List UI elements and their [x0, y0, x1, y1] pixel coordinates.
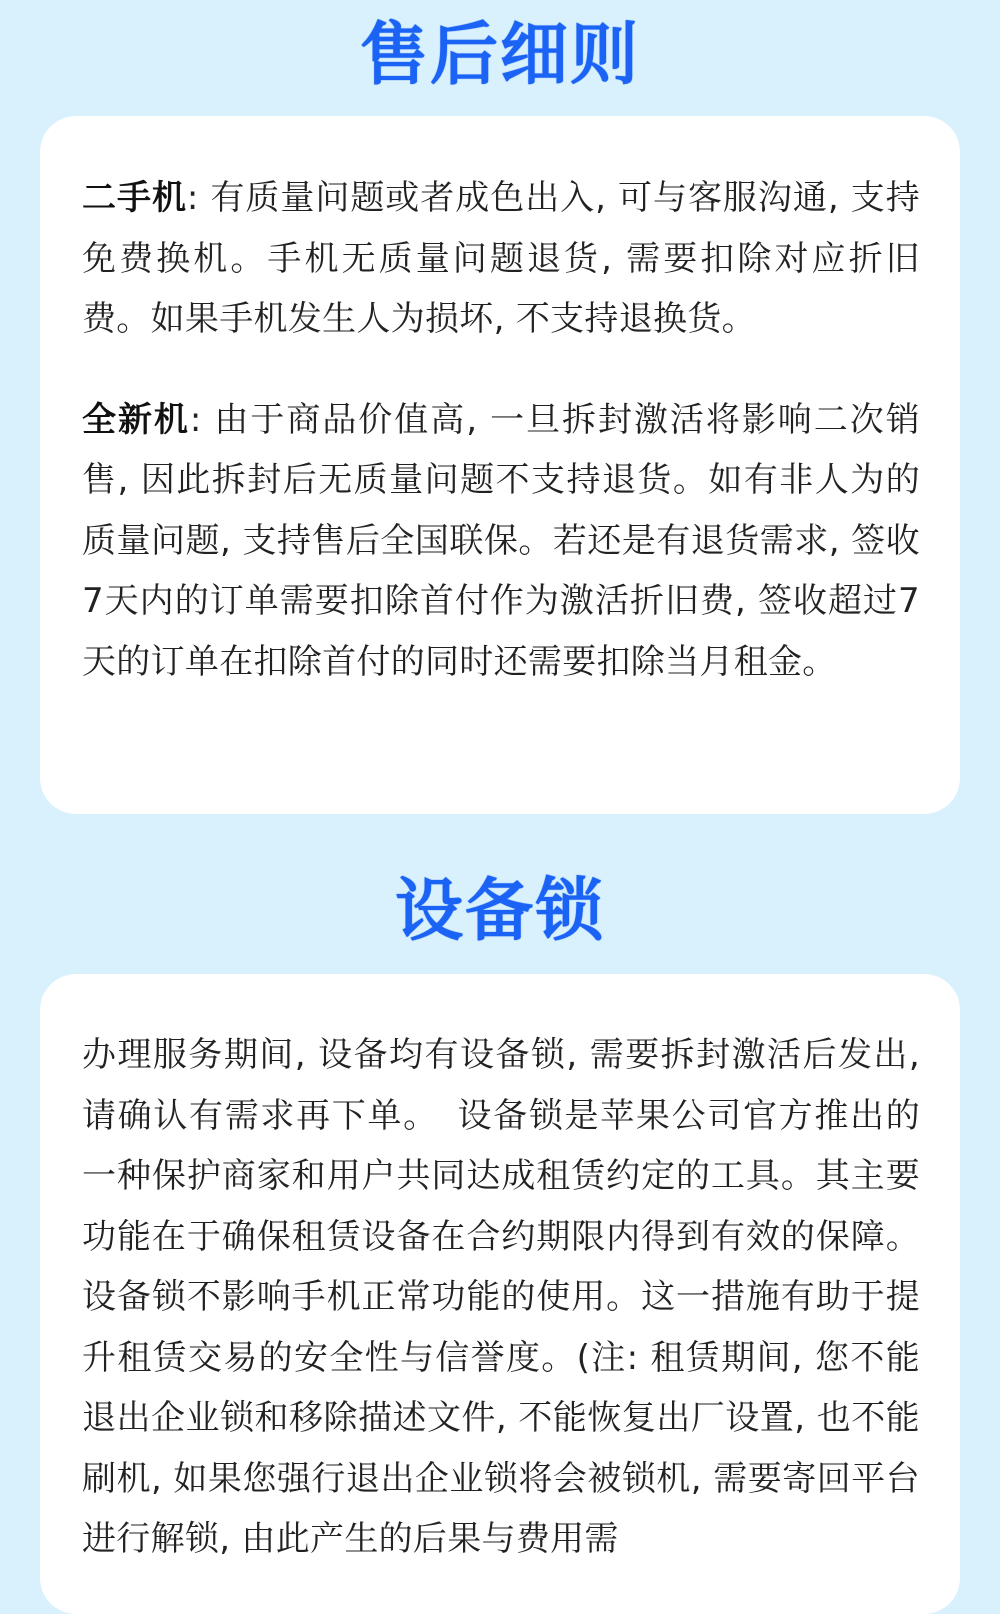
used-phone-label: 二手机	[82, 178, 187, 218]
device-lock-title: 设备锁	[394, 872, 605, 951]
used-phone-policy	[82, 168, 920, 350]
device-lock-text: 办理服务期间, 设备均有设备锁, 需要拆封激活后发出, 请确认有需求再下单。 设备锁是苹果公司官方推出的一种保护商家和用户共同达成租赁约定的工具。其主要功能在于确保租赁设备在合约期限内得到有效的保障。设备锁不影响手机正常功能的使用。这一措施有助于提升租赁交易的安全性与信誉度。(注: 租赁期间, 您不能退出企业锁和移除描述文件, 不能恢复出厂设置, 也不能刷机, 如果您强行退出企业锁将会被锁机, 需要寄回平台进行解锁, 由此产生的后果与费用需	[82, 1035, 920, 1559]
after-sales-title: 售后细则	[359, 16, 640, 95]
used-phone-text: : 有质量问题或者成色出入, 可与客服沟通, 支持免费换机。手机无质量问题退货, 需要扣除对应折旧费。如果手机发生人为损坏, 不支持退换货。	[82, 178, 920, 339]
new-phone-policy	[82, 390, 920, 693]
device-lock-card	[40, 974, 960, 1614]
new-phone-label: 全新机	[82, 399, 190, 440]
new-phone-text: : 由于商品价值高, 一旦拆封激活将影响二次销售, 因此拆封后无质量问题不支持退货。如有非人为的质量问题, 支持售后全国联保。若还是有退货需求, 签收7天内的订单需要扣除首付作为激活折旧费, 签收超过7天的订单在扣除首付的同时还需要扣除当月租金。	[82, 399, 920, 682]
after-sales-card	[40, 116, 960, 814]
